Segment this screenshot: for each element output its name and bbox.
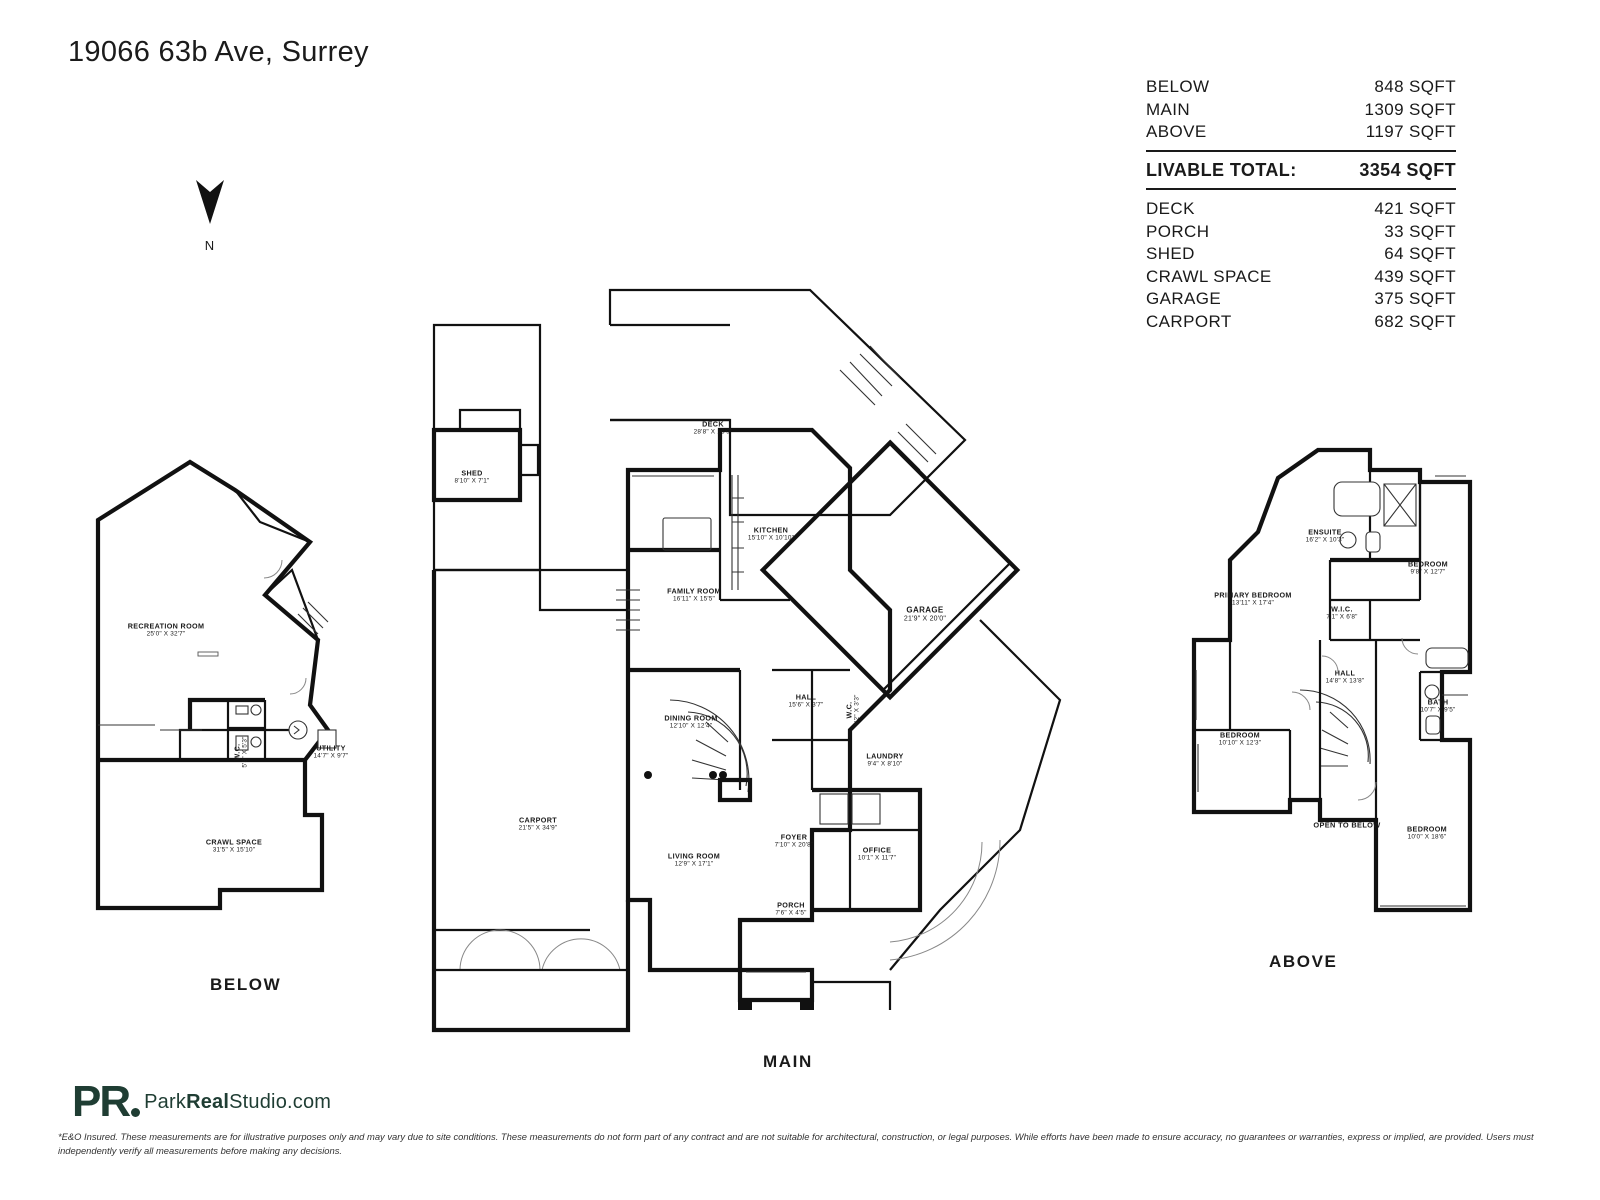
area-row-porch (1146, 221, 1456, 244)
floorplan-above (1170, 440, 1500, 940)
area-row-main (1146, 99, 1456, 122)
area-row-below (1146, 76, 1456, 99)
floor-label-above: ABOVE (1269, 952, 1338, 971)
area-row-deck (1146, 198, 1456, 221)
parkreal-logo[interactable] (72, 1077, 332, 1126)
room-crawl-space: CRAWL SPACE 31'5" X 15'10" (205, 837, 263, 854)
area-label: DECK (1146, 199, 1195, 218)
disclaimer-text: *E&O Insured. These measurements are for illustrative purposes only and may vary due to site conditions. These measurements do not form part of any contract and are not suitable for architectural, construction, or legal purposes. While efforts have been made to ensure accuracy, no guarantees or warranties, express or implied, are provided. Users must independently verify all measurements before making any decisions. (58, 1131, 1534, 1157)
area-row-shed (1146, 243, 1456, 266)
area-value: 439 SQFT (1374, 266, 1456, 286)
room-open-to-below: OPEN TO BELOW (1313, 820, 1381, 830)
area-row-carport (1146, 311, 1456, 334)
room-walk-in-closet: W.I.C. 7'1" X 6'8" (1326, 604, 1358, 621)
north-label: N (204, 238, 216, 253)
below-plan-drawing (60, 430, 410, 950)
room-foyer: FOYER 7'10" X 20'8" (774, 832, 814, 849)
room-carport: CARPORT 21'5" X 34'9" (518, 815, 558, 832)
room-porch: PORCH 7'6" X 4'5" (775, 900, 807, 917)
area-value: 33 SQFT (1384, 221, 1456, 241)
area-label: BELOW (1146, 77, 1210, 96)
room-wc-below: W.C. 5'8" X 5'3" (232, 736, 249, 768)
floorplan-below (60, 430, 410, 950)
room-garage: GARAGE 21'9" X 20'0" (903, 605, 947, 623)
area-value: 375 SQFT (1374, 289, 1456, 308)
area-label: CARPORT (1146, 311, 1232, 331)
area-value: 421 SQFT (1374, 199, 1456, 218)
room-bedroom-south: BEDROOM 10'0" X 18'6" (1407, 824, 1447, 841)
area-value: 1197 SQFT (1365, 122, 1456, 141)
above-plan-drawing (1170, 440, 1500, 940)
room-deck: DECK 28'8" X 16'9" (693, 419, 733, 436)
area-value: 3354 SQFT (1359, 159, 1456, 180)
room-bedroom-west: BEDROOM 10'10" X 12'3" (1218, 730, 1262, 747)
room-bedroom-northeast: BEDROOM 9'8" X 12'7" (1408, 559, 1448, 576)
logo-word-studio: Studio.com (229, 1090, 332, 1113)
north-arrow-icon (186, 178, 234, 230)
logo-word-real: Real (186, 1090, 230, 1113)
room-kitchen: KITCHEN 15'10" X 10'10" (747, 525, 795, 542)
floor-label-below: BELOW (210, 975, 282, 994)
logo-wordmark (144, 1091, 331, 1114)
room-dining-room: DINING ROOM 12'10" X 12'4" (664, 713, 718, 730)
area-value: 848 SQFT (1374, 77, 1456, 96)
area-value: 1309 SQFT (1364, 99, 1456, 119)
room-office: OFFICE 10'1" X 11'7" (857, 845, 897, 862)
room-shed: SHED 8'10" X 7'1" (454, 468, 490, 485)
floor-label-main: MAIN (763, 1052, 813, 1071)
area-label: CRAWL SPACE (1146, 266, 1272, 286)
room-recreation-room: RECREATION ROOM 25'0" X 32'7" (127, 621, 205, 638)
room-family-room: FAMILY ROOM 16'11" X 15'5" (667, 586, 721, 603)
area-label: SHED (1146, 244, 1195, 263)
area-value: 64 SQFT (1384, 244, 1456, 263)
logo-dot-icon (131, 1108, 140, 1117)
logo-word-park: Park (144, 1090, 187, 1113)
room-wc-main: W.C. 6'2" X 3'3" (844, 694, 861, 726)
area-group-secondary (1146, 188, 1456, 333)
area-label: PORCH (1146, 221, 1210, 241)
room-hall-above: HALL 14'8" X 13'8" (1325, 668, 1365, 685)
area-label: MAIN (1146, 99, 1191, 119)
room-living-room: LIVING ROOM 12'9" X 17'1" (667, 851, 721, 868)
page-title: 19066 63b Ave, Surrey (68, 36, 369, 68)
room-primary-bedroom: PRIMARY BEDROOM 13'11" X 17'4" (1214, 590, 1292, 607)
area-row-above (1146, 121, 1456, 144)
area-label: GARAGE (1146, 289, 1222, 308)
area-row-garage (1146, 288, 1456, 311)
area-row-crawl-space (1146, 266, 1456, 289)
area-row-livable-total (1146, 150, 1456, 182)
room-ensuite: ENSUITE 16'2" X 10'3" (1305, 527, 1345, 544)
area-label: LIVABLE TOTAL: (1146, 159, 1297, 180)
room-laundry: LAUNDRY 9'4" X 8'10" (866, 751, 904, 768)
floorplan-main (420, 270, 1150, 1040)
area-label: ABOVE (1146, 122, 1207, 141)
main-plan-drawing (420, 270, 1150, 1040)
logo-mark: PR (72, 1077, 130, 1126)
room-bath: BATH 10'7" X 9'5" (1420, 697, 1456, 714)
north-indicator (186, 178, 234, 253)
room-hall-main: HALL 15'6" X 3'7" (788, 692, 824, 709)
area-value: 682 SQFT (1374, 311, 1456, 331)
room-utility: UTILITY 14'7" X 9'7" (313, 743, 349, 760)
area-summary-table (1146, 76, 1456, 333)
